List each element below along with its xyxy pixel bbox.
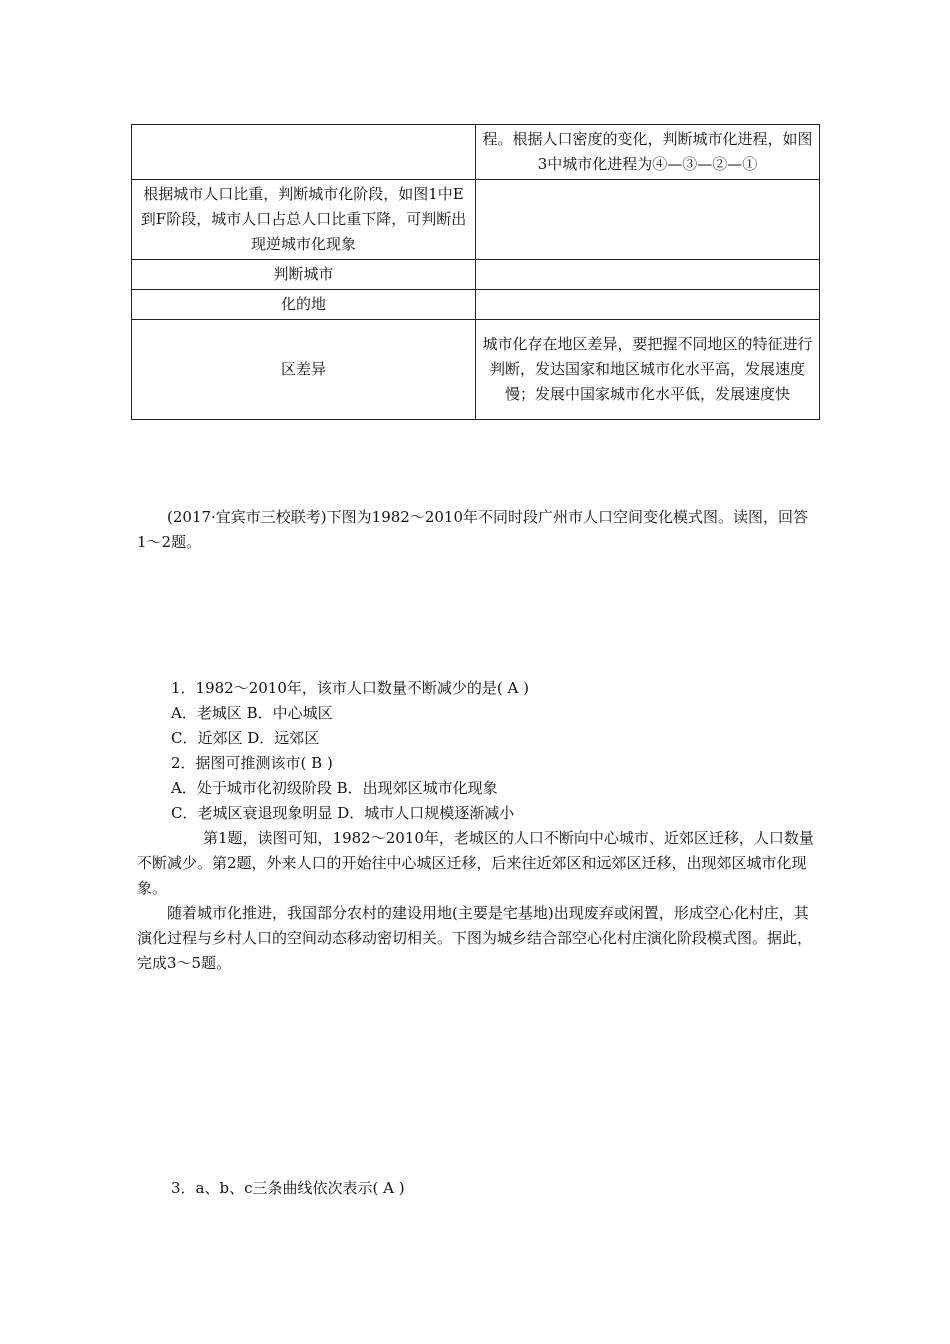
table-cell [476,180,820,260]
table-cell [476,290,820,320]
question-2-options-cd: C．老城区衰退现象明显 D．城市人口规模逐渐减小 [171,804,515,822]
intro-paragraph-2: 随着城市化推进，我国部分农村的建设用地(主要是宅基地)出现废弃或闲置，形成空心化村庄，其演化过程与乡村人口的空间动态移动密切相关。下图为城乡结合部空心化村庄演化阶段模式图。据此，完成3～5题。 [137,904,813,972]
table-row [132,320,820,420]
intro-paragraph-1: (2017·宜宾市三校联考)下图为1982～2010年不同时段广州市人口空间变化模式图。读图，回答1～2题。 [137,508,808,551]
table-cell: 判断城市 [132,260,476,290]
question-2-options-ab: A．处于城市化初级阶段 B．出现郊区城市化现象 [171,779,498,797]
question-1-stem: 1．1982～2010年，该市人口数量不断减少的是( A ) [171,679,529,697]
table-cell: 化的地 [132,290,476,320]
summary-table [131,124,820,420]
question-1-options-ab: A．老城区 B．中心城区 [171,704,333,722]
question-2-stem: 2．据图可推测该市( B ) [171,754,333,772]
question-block-1-2 [171,676,821,826]
table-cell: 程。根据人口密度的变化，判断城市化进程，如图3中城市化进程为④—③—②—① [476,125,820,180]
table-cell [476,260,820,290]
table-row [132,260,820,290]
table-row [132,290,820,320]
table-cell: 城市化存在地区差异，要把握不同地区的特征进行判断，发达国家和地区城市化水平高，发展速度慢；发展中国家城市化水平低，发展速度快 [476,320,820,420]
table-row [132,180,820,260]
table-cell: 根据城市人口比重，判断城市化阶段，如图1中E到F阶段，城市人口占总人口比重下降，可判断出现逆城市化现象 [132,180,476,260]
table-cell [132,125,476,180]
explanation-paragraph: 第1题，读图可知，1982～2010年，老城区的人口不断向中心城市、近郊区迁移，人口数量不断减少。第2题，外来人口的开始往中心城区迁移，后来往近郊区和远郊区迁移，出现郊区城市化现象。 [137,829,814,897]
question-3-stem: 3．a、b、c三条曲线依次表示( A ) [171,1179,405,1197]
table-cell: 区差异 [132,320,476,420]
table-row [132,125,820,180]
question-1-options-cd: C．近郊区 D．远郊区 [171,729,320,747]
